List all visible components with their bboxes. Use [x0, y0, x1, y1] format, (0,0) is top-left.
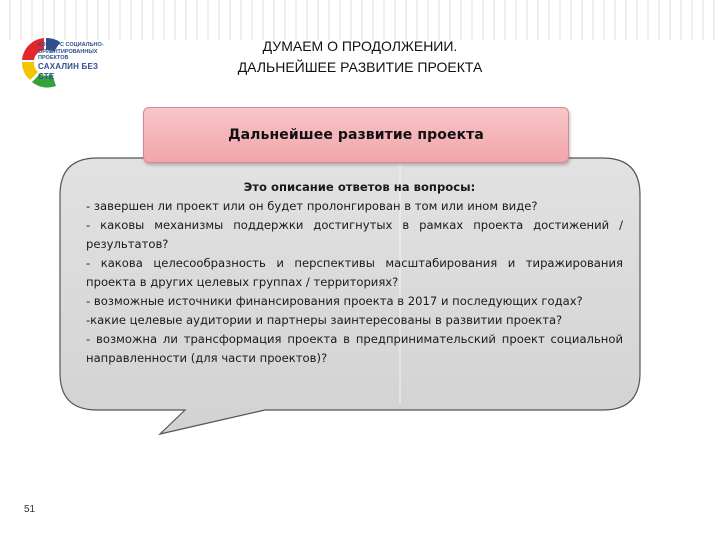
section-label-box	[143, 107, 569, 163]
question-item: - возможные источники финансирования проекта в 2017 и последующих годах?	[86, 294, 583, 308]
slide-title-line-2: ДАЛЬНЕЙШЕЕ РАЗВИТИЕ ПРОЕКТА	[237, 59, 483, 75]
question-item: -какие целевые аудитории и партнеры заинтересованы в развитии проекта?	[86, 313, 563, 327]
callout-text	[86, 178, 623, 368]
slide-title-line-1: ДУМАЕМ О ПРОДОЛЖЕНИИ.	[262, 38, 458, 54]
section-label: Дальнейшее развитие проекта	[228, 127, 484, 143]
page-number: 51	[24, 504, 36, 515]
logo-line-1: КОНКУРС СОЦИАЛЬНО-	[38, 42, 104, 48]
logo-line-3: САХАЛИН БЕЗ СТЕ	[38, 61, 99, 81]
callout-title: Это описание ответов на вопросы:	[243, 180, 476, 194]
logo-line-2: ОРИЕНТИРОВАННЫХ ПРОЕКТОВ	[38, 48, 98, 61]
question-item: - возможна ли трансформация проекта в предпринимательский проект социальной направленности (для части проектов)?	[86, 332, 623, 365]
question-item: - какова целесообразность и перспективы масштабирования и тиражирования проекта в других целевых группах / территориях?	[86, 256, 623, 289]
question-item: - завершен ли проект или он будет пролонгирован в том или ином виде?	[86, 199, 538, 213]
question-item: - каковы механизмы поддержки достигнутых в рамках проекта достижений / результатов?	[86, 218, 623, 251]
